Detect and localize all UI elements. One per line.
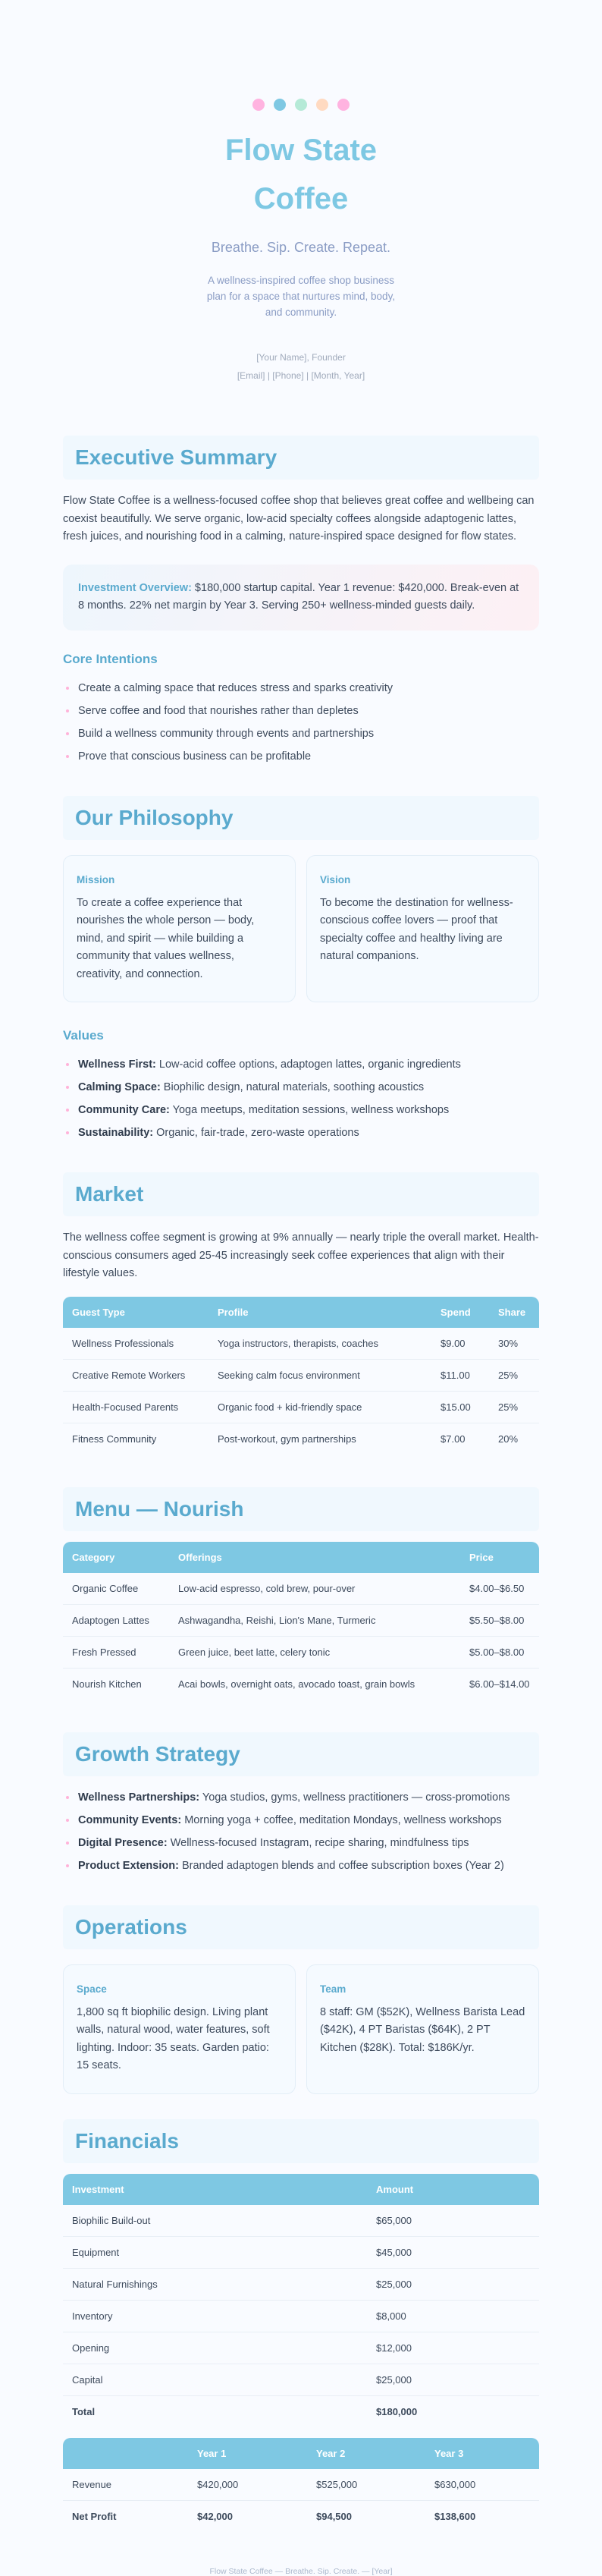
item-text: Yoga studios, gyms, wellness practitioners — cross-promotions — [199, 1791, 510, 1804]
values-list — [63, 1057, 539, 1140]
table-row — [63, 1669, 539, 1700]
projection-table — [63, 2438, 539, 2533]
executive-summary-text: Flow State Coffee is a wellness-focused coffee shop that believes great coffee and wellbeing can coexist beautifully. We serve organic, low-acid specialty coffees alongside adaptogenic lattes, fresh juices, and nourishing food in a calming, nature-inspired space designed for flow states. — [63, 495, 535, 543]
table-cell: Organic food + kid-friendly space — [209, 1392, 431, 1423]
item-text: Biophilic design, natural materials, soothing acoustics — [160, 1081, 425, 1093]
table-cell: $9.00 — [431, 1328, 489, 1360]
table-cell: $25,000 — [367, 2269, 539, 2301]
table-row — [63, 2205, 539, 2237]
section-header-philosophy — [63, 796, 539, 840]
values-heading: Values — [63, 1028, 104, 1043]
section-title: Operations — [75, 1914, 187, 1939]
column-header: Share — [498, 1306, 526, 1318]
dot-icon — [274, 99, 286, 111]
column-header: Spend — [441, 1306, 471, 1318]
list-item — [63, 1790, 539, 1805]
table-row — [63, 2269, 539, 2301]
table-cell: Acai bowls, overnight oats, avocado toast, grain bowls — [178, 1678, 415, 1691]
table-row — [63, 2396, 539, 2428]
page-title: Flow State Coffee — [224, 134, 378, 215]
table-cell: $42,000 — [197, 2511, 233, 2523]
table-cell: 20% — [498, 1433, 519, 1445]
column-header: Investment — [72, 2183, 124, 2195]
column-header: Offerings — [178, 1551, 222, 1563]
table-cell: $65,000 — [367, 2205, 539, 2237]
contact-line: [Email] | [Phone] | [Month, Year] — [237, 370, 365, 381]
section-title: Financials — [75, 2128, 179, 2153]
card-text: 8 staff: GM ($52K), Wellness Barista Lead ($42K), 4 PT Baristas ($64K), 2 PT Kitchen ($28K). Total: $186K/yr. — [320, 2005, 525, 2054]
column-header: Guest Type — [72, 1306, 125, 1318]
table-cell: Capital — [63, 2364, 367, 2396]
card-title: Team — [320, 1983, 346, 1995]
dot-icon — [316, 99, 328, 111]
dot-icon — [252, 99, 265, 111]
investment-table — [63, 2174, 539, 2428]
dot-icon — [295, 99, 307, 111]
table-cell: $12,000 — [367, 2332, 539, 2364]
table-cell: Biophilic Build-out — [63, 2205, 367, 2237]
mission-card — [63, 855, 296, 1003]
section-header-menu — [63, 1487, 539, 1531]
table-cell: Equipment — [63, 2237, 367, 2269]
item-text: Low-acid coffee options, adaptogen lattes, organic ingredients — [155, 1058, 461, 1071]
founder-line: [Your Name], Founder — [256, 352, 346, 363]
column-header — [63, 2438, 188, 2469]
table-cell: 25% — [489, 1392, 539, 1423]
item-text: Yoga meetups, meditation sessions, wellness workshops — [169, 1104, 450, 1116]
table-cell: $11.00 — [431, 1360, 489, 1392]
column-header: Year 3 — [434, 2447, 464, 2459]
table-cell: Net Profit — [72, 2511, 117, 2523]
table-cell: $25,000 — [367, 2364, 539, 2396]
table-cell: Creative Remote Workers — [63, 1360, 209, 1392]
table-row — [63, 1360, 539, 1392]
table-cell: Total — [72, 2406, 96, 2418]
section-header-financials — [63, 2119, 539, 2163]
table-cell: Ashwagandha, Reishi, Lion's Mane, Turmeric — [169, 1605, 460, 1637]
item-text: Organic, fair-trade, zero-waste operations — [153, 1127, 359, 1139]
table-row — [63, 2501, 539, 2533]
table-cell: 30% — [489, 1328, 539, 1360]
list-item: Serve coffee and food that nourishes rather than depletes — [63, 703, 539, 719]
item-label: Wellness Partnerships: — [78, 1791, 200, 1804]
table-cell: $180,000 — [376, 2406, 418, 2418]
item-text: Branded adaptogen blends and coffee subscription boxes (Year 2) — [178, 1859, 504, 1872]
column-header: Category — [72, 1551, 115, 1563]
table-cell: Inventory — [63, 2301, 367, 2332]
table-cell: Green juice, beet latte, celery tonic — [169, 1637, 460, 1669]
table-row — [63, 2237, 539, 2269]
table-cell: Revenue — [63, 2469, 188, 2501]
table-row — [63, 2301, 539, 2332]
item-label: Product Extension: — [78, 1859, 179, 1872]
item-label: Calming Space: — [78, 1081, 161, 1093]
list-item: Build a wellness community through events and partnerships — [63, 726, 539, 741]
table-cell: $6.00–$14.00 — [469, 1678, 530, 1691]
table-row — [63, 1637, 539, 1669]
menu-table — [63, 1542, 539, 1700]
cover — [0, 0, 602, 381]
team-card — [306, 1964, 539, 2094]
table-header-row — [63, 1297, 539, 1328]
section-header-executive-summary — [63, 436, 539, 480]
card-text: To become the destination for wellness-conscious coffee lovers — proof that specialty coffee and healthy living are natural companions. — [320, 896, 513, 962]
section-title: Menu — Nourish — [75, 1496, 244, 1521]
table-cell: $525,000 — [307, 2469, 425, 2501]
item-text: Wellness-focused Instagram, recipe sharing, mindfulness tips — [167, 1836, 469, 1849]
table-cell: Nourish Kitchen — [72, 1678, 142, 1691]
decorative-dots — [0, 99, 602, 114]
callout-text: $180,000 startup capital. Year 1 revenue: $420,000. Break-even at 8 months. 22% net margin by Year 3. Serving 250+ wellness-minded guests daily. — [78, 581, 519, 612]
section-header-market — [63, 1172, 539, 1216]
table-cell: $4.00–$6.50 — [460, 1573, 539, 1605]
table-cell: Fitness Community — [72, 1433, 157, 1445]
footer: Flow State Coffee — Breathe. Sip. Create. — [Year] — [209, 2566, 393, 2576]
table-header-row — [63, 2174, 539, 2205]
item-label: Sustainability: — [78, 1127, 154, 1139]
table-cell: Seeking calm focus environment — [209, 1360, 431, 1392]
table-cell: $15.00 — [431, 1392, 489, 1423]
section-header-growth — [63, 1732, 539, 1776]
item-label: Community Care: — [78, 1104, 170, 1116]
list-item — [63, 1813, 539, 1828]
table-cell: $420,000 — [188, 2469, 307, 2501]
list-item — [63, 1858, 539, 1873]
table-cell: $8,000 — [367, 2301, 539, 2332]
card-text: 1,800 sq ft biophilic design. Living plant walls, natural wood, water features, soft lighting. Indoor: 35 seats. Garden patio: 15 seats. — [77, 2005, 270, 2071]
list-item — [63, 1125, 539, 1140]
table-row — [63, 1423, 539, 1455]
card-title: Vision — [320, 873, 351, 885]
table-cell: $630,000 — [425, 2469, 539, 2501]
item-label: Wellness First: — [78, 1058, 156, 1071]
table-cell: $45,000 — [367, 2237, 539, 2269]
table-row — [63, 2332, 539, 2364]
table-cell: Post-workout, gym partnerships — [218, 1433, 356, 1445]
list-item: Create a calming space that reduces stress and sparks creativity — [63, 681, 539, 696]
vision-card — [306, 855, 539, 1003]
table-cell: 25% — [489, 1360, 539, 1392]
section-title: Executive Summary — [75, 445, 277, 469]
list-item: Prove that conscious business can be profitable — [63, 749, 539, 764]
table-cell: $138,600 — [434, 2511, 476, 2523]
section-title: Market — [75, 1182, 144, 1206]
table-row — [63, 1392, 539, 1423]
table-cell: Health-Focused Parents — [63, 1392, 209, 1423]
list-item — [63, 1102, 539, 1118]
core-intentions-heading: Core Intentions — [63, 651, 158, 666]
table-row — [63, 2469, 539, 2501]
column-header: Year 1 — [197, 2447, 227, 2459]
section-title: Our Philosophy — [75, 805, 234, 829]
table-cell: Adaptogen Lattes — [63, 1605, 169, 1637]
section-header-operations — [63, 1905, 539, 1949]
item-label: Community Events: — [78, 1813, 182, 1826]
column-header: Profile — [218, 1306, 249, 1318]
table-row — [63, 1573, 539, 1605]
tagline: A wellness-inspired coffee shop business plan for a space that nurtures mind, body, and community. — [206, 275, 396, 318]
column-header: Year 2 — [316, 2447, 346, 2459]
table-cell: Fresh Pressed — [63, 1637, 169, 1669]
list-item — [63, 1080, 539, 1095]
card-title: Mission — [77, 873, 115, 885]
core-intentions-list — [63, 681, 539, 764]
item-label: Digital Presence: — [78, 1836, 168, 1849]
column-header: Price — [469, 1551, 494, 1563]
table-cell: Opening — [63, 2332, 367, 2364]
table-cell: Natural Furnishings — [63, 2269, 367, 2301]
table-header-row — [63, 1542, 539, 1573]
table-cell: Organic Coffee — [63, 1573, 169, 1605]
growth-list — [63, 1790, 539, 1873]
table-row — [63, 1605, 539, 1637]
table-cell: $94,500 — [316, 2511, 352, 2523]
list-item — [63, 1057, 539, 1072]
item-text: Morning yoga + coffee, meditation Mondays, wellness workshops — [181, 1813, 502, 1826]
market-table — [63, 1297, 539, 1455]
list-item — [63, 1835, 539, 1851]
callout-label: Investment Overview: — [78, 581, 192, 594]
slogan: Breathe. Sip. Create. Repeat. — [211, 240, 391, 255]
dot-icon — [337, 99, 350, 111]
table-row — [63, 2364, 539, 2396]
table-cell: $5.00–$8.00 — [460, 1637, 539, 1669]
table-header-row — [63, 2438, 539, 2469]
card-text: To create a coffee experience that nourishes the whole person — body, mind, and spirit — while building a community that values wellness, creativity, and connection. — [77, 896, 255, 980]
space-card — [63, 1964, 296, 2094]
market-text: The wellness coffee segment is growing at 9% annually — nearly triple the overall market. Health-conscious consumers aged 25-45 increasingly seek coffee experiences that align with their lifestyle values. — [63, 1231, 539, 1279]
section-title: Growth Strategy — [75, 1741, 240, 1766]
table-row — [63, 1328, 539, 1360]
investment-overview-callout — [63, 565, 539, 631]
table-cell: Low-acid espresso, cold brew, pour-over — [169, 1573, 460, 1605]
card-title: Space — [77, 1983, 107, 1995]
table-cell: Wellness Professionals — [63, 1328, 209, 1360]
column-header: Amount — [376, 2183, 414, 2195]
table-cell: $7.00 — [441, 1433, 466, 1445]
table-cell: $5.50–$8.00 — [460, 1605, 539, 1637]
table-cell: Yoga instructors, therapists, coaches — [209, 1328, 431, 1360]
